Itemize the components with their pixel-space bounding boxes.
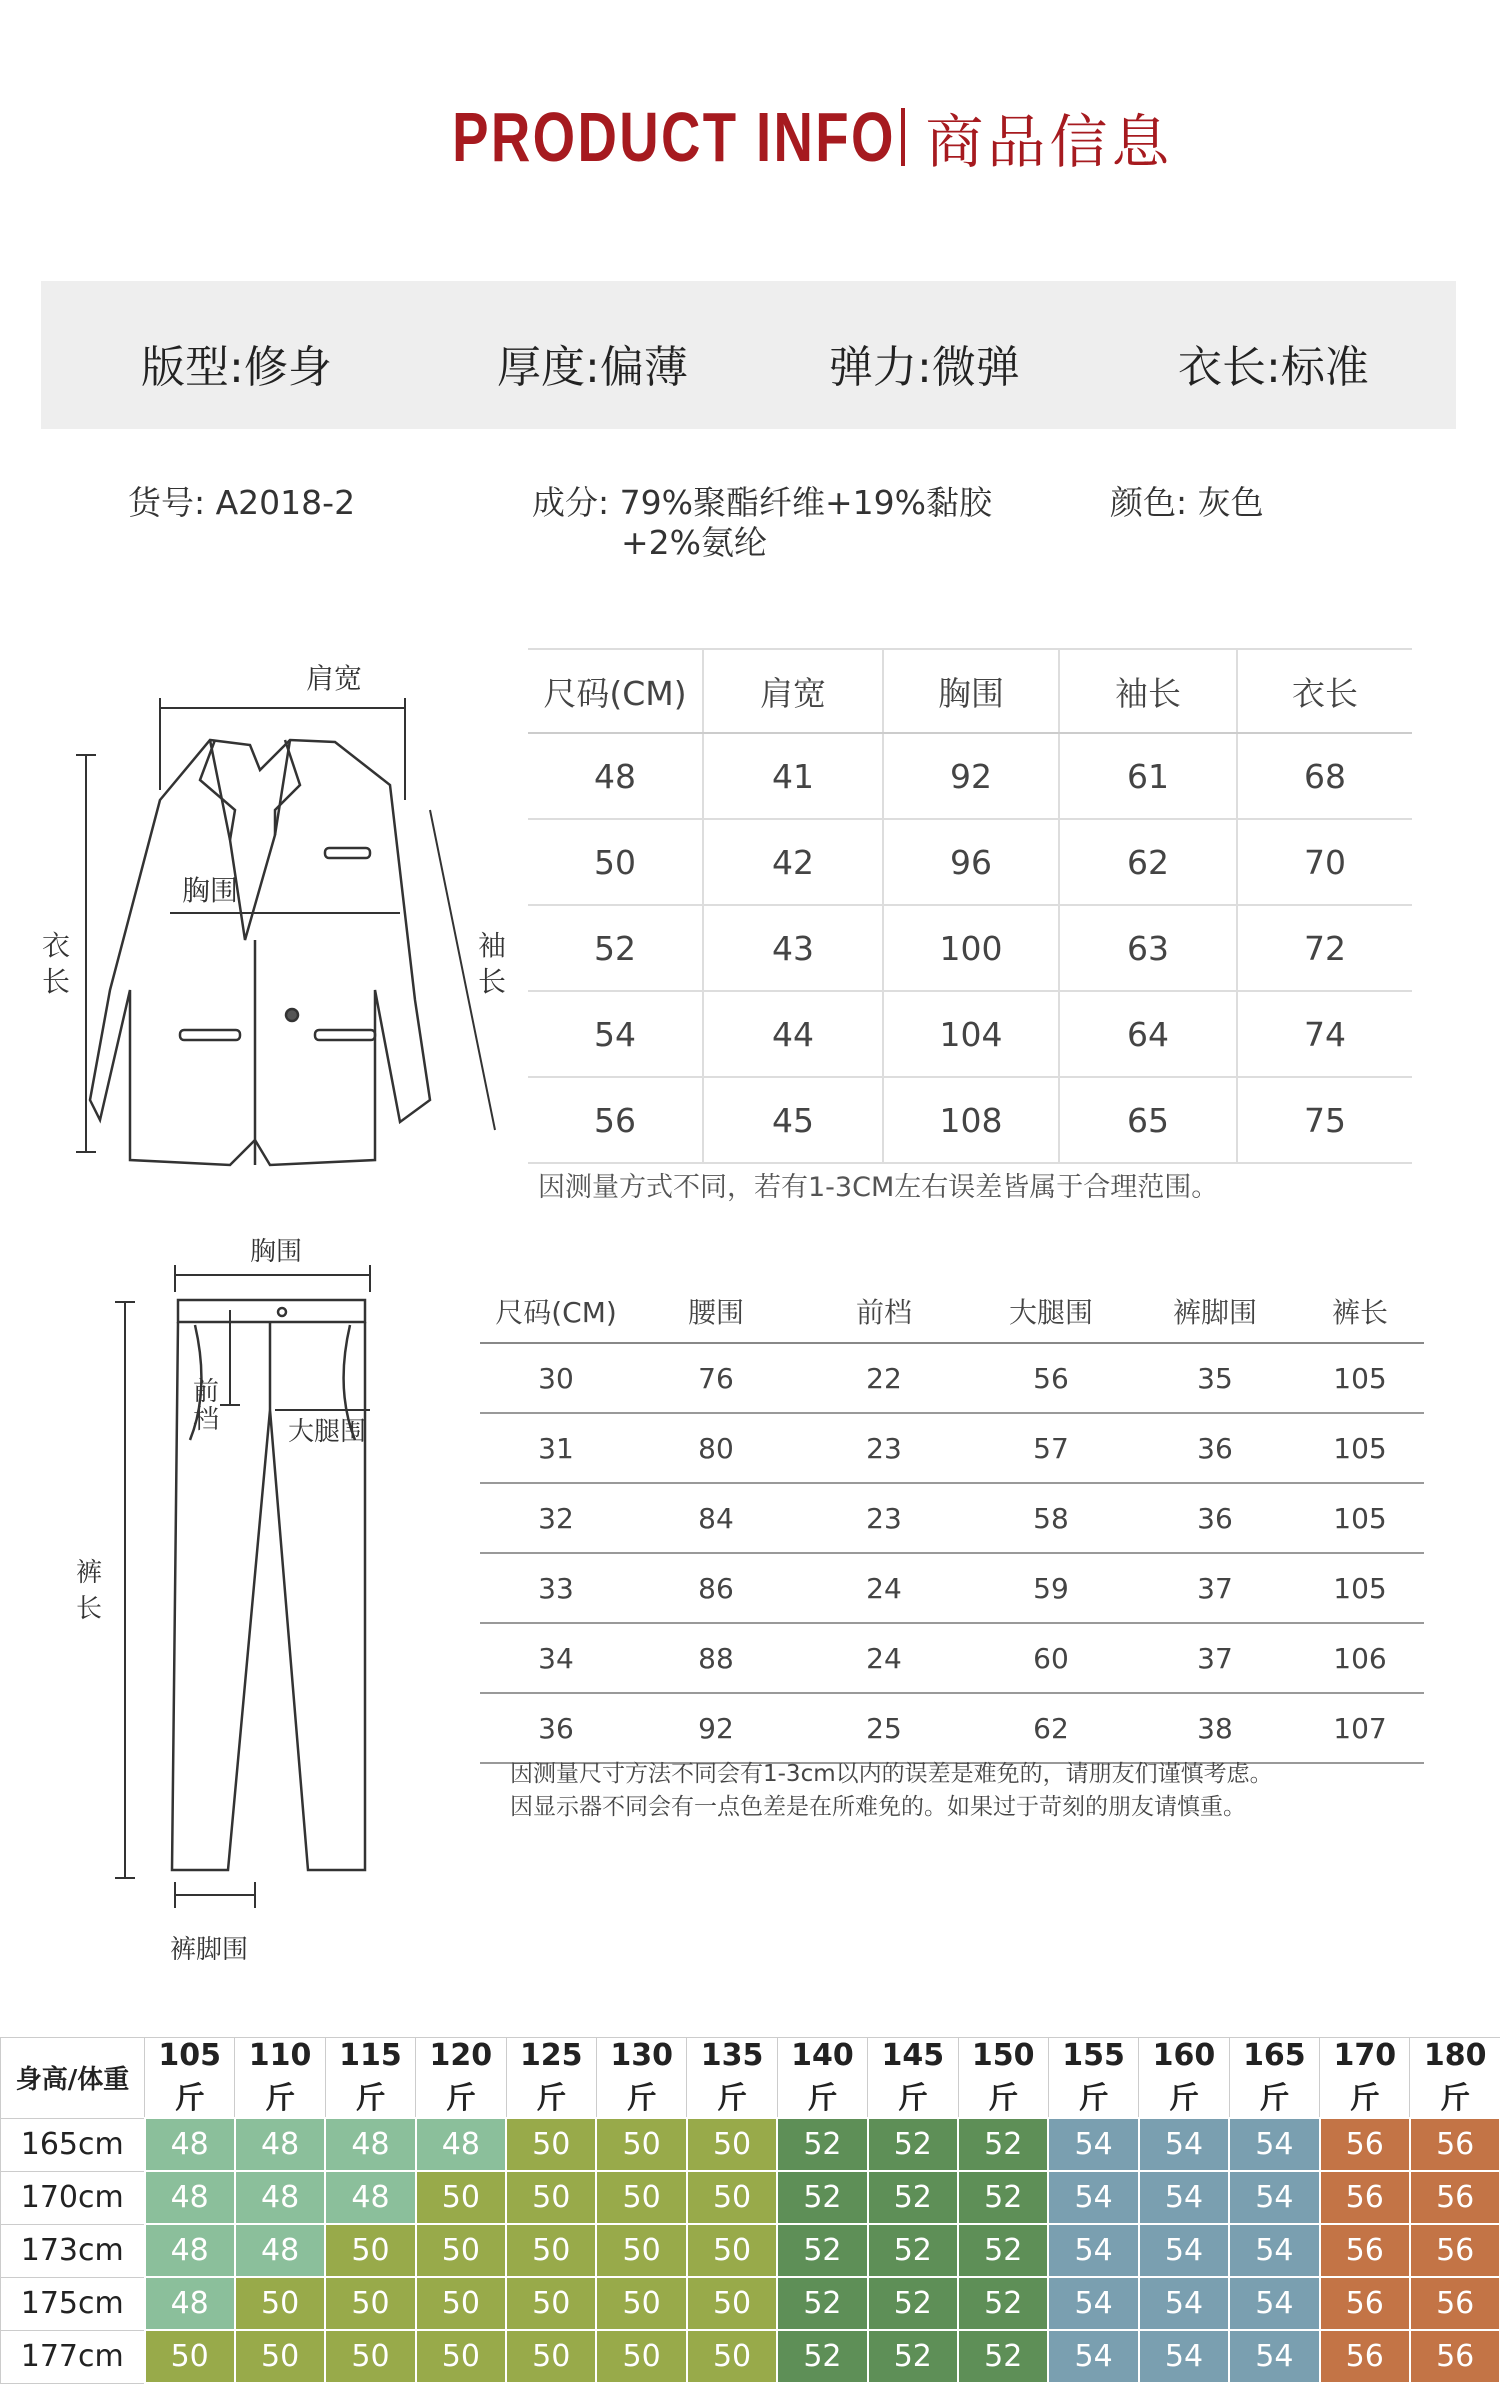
size-cell: 52 — [958, 2118, 1048, 2171]
table-cell: 56 — [968, 1343, 1134, 1413]
table-cell: 65 — [1059, 1077, 1237, 1163]
size-cell: 54 — [1139, 2118, 1229, 2171]
size-cell: 54 — [1048, 2171, 1138, 2224]
color-info: 颜色: 灰色 — [1110, 477, 1264, 524]
attr-stretch: 弹力:微弹 — [829, 331, 1020, 395]
size-cell: 54 — [1048, 2118, 1138, 2171]
label-chest: 胸围 — [182, 874, 238, 907]
table-cell: 86 — [632, 1553, 800, 1623]
header-cell: 前档 — [800, 1280, 968, 1343]
size-cell: 52 — [958, 2330, 1048, 2383]
weight-header: 105斤 — [145, 2038, 235, 2119]
size-cell: 50 — [506, 2118, 596, 2171]
size-cell: 50 — [235, 2277, 325, 2330]
size-cell: 50 — [325, 2277, 415, 2330]
table-cell: 92 — [632, 1693, 800, 1763]
table-cell: 43 — [703, 905, 883, 991]
size-cell: 56 — [1410, 2118, 1500, 2171]
table-cell: 56 — [528, 1077, 703, 1163]
title-chinese: 商品信息 — [925, 108, 1173, 176]
table-cell: 75 — [1237, 1077, 1412, 1163]
table-cell: 54 — [528, 991, 703, 1077]
table-cell: 62 — [1059, 819, 1237, 905]
size-cell: 52 — [777, 2330, 867, 2383]
attr-thickness: 厚度:偏薄 — [497, 331, 688, 395]
size-cell: 48 — [145, 2118, 235, 2171]
size-cell: 50 — [416, 2277, 506, 2330]
table-cell: 104 — [883, 991, 1059, 1077]
table-cell: 57 — [968, 1413, 1134, 1483]
size-chart-row — [1, 2118, 1500, 2171]
table-cell: 37 — [1134, 1623, 1296, 1693]
height-weight-size-chart — [0, 2037, 1500, 2384]
size-cell: 50 — [416, 2224, 506, 2277]
label-jacket-length: 衣长 — [42, 928, 72, 1000]
table-row — [480, 1553, 1424, 1623]
header-cell: 袖长 — [1059, 649, 1237, 733]
size-cell: 56 — [1410, 2224, 1500, 2277]
page-title — [0, 95, 1500, 179]
table-cell: 60 — [968, 1623, 1134, 1693]
table-row — [480, 1343, 1424, 1413]
size-cell: 56 — [1320, 2330, 1410, 2383]
size-cell: 50 — [506, 2171, 596, 2224]
table-cell: 108 — [883, 1077, 1059, 1163]
table-row — [480, 1623, 1424, 1693]
table-row — [480, 1693, 1424, 1763]
header-cell: 胸围 — [883, 649, 1059, 733]
table-cell: 24 — [800, 1553, 968, 1623]
weight-header: 160斤 — [1139, 2038, 1229, 2119]
attribute-bar — [41, 281, 1456, 429]
attr-fit: 版型:修身 — [141, 331, 332, 395]
table-cell: 62 — [968, 1693, 1134, 1763]
size-cell: 54 — [1139, 2224, 1229, 2277]
size-cell: 50 — [687, 2224, 777, 2277]
size-cell: 54 — [1048, 2330, 1138, 2383]
weight-header: 110斤 — [235, 2038, 325, 2119]
table-row — [480, 1413, 1424, 1483]
size-cell: 52 — [958, 2171, 1048, 2224]
size-cell: 50 — [416, 2171, 506, 2224]
size-cell: 48 — [145, 2277, 235, 2330]
attr-length: 衣长:标准 — [1178, 331, 1369, 395]
size-cell: 54 — [1048, 2277, 1138, 2330]
height-label: 177cm — [1, 2330, 145, 2383]
size-cell: 48 — [145, 2171, 235, 2224]
jacket-diagram — [30, 660, 510, 1180]
height-label: 175cm — [1, 2277, 145, 2330]
size-cell: 56 — [1410, 2171, 1500, 2224]
size-cell: 54 — [1139, 2330, 1229, 2383]
size-cell: 52 — [777, 2224, 867, 2277]
label-sleeve: 袖长 — [478, 928, 508, 1000]
size-cell: 54 — [1139, 2171, 1229, 2224]
size-cell: 50 — [596, 2224, 686, 2277]
table-cell: 52 — [528, 905, 703, 991]
table-cell: 72 — [1237, 905, 1412, 991]
table-header-row — [528, 649, 1412, 733]
size-cell: 48 — [145, 2224, 235, 2277]
table-cell: 42 — [703, 819, 883, 905]
table-cell: 61 — [1059, 733, 1237, 819]
size-cell: 48 — [235, 2224, 325, 2277]
size-cell: 50 — [325, 2330, 415, 2383]
size-cell: 54 — [1229, 2118, 1319, 2171]
height-label: 165cm — [1, 2118, 145, 2171]
table-cell: 50 — [528, 819, 703, 905]
table-cell: 45 — [703, 1077, 883, 1163]
size-cell: 48 — [325, 2118, 415, 2171]
size-cell: 50 — [687, 2277, 777, 2330]
size-cell: 50 — [506, 2277, 596, 2330]
table-row — [528, 905, 1412, 991]
table-cell: 23 — [800, 1413, 968, 1483]
weight-header: 130斤 — [596, 2038, 686, 2119]
table-cell: 105 — [1296, 1553, 1424, 1623]
size-cell: 50 — [416, 2330, 506, 2383]
table-row — [528, 991, 1412, 1077]
table-cell: 58 — [968, 1483, 1134, 1553]
table-cell: 38 — [1134, 1693, 1296, 1763]
weight-header: 150斤 — [958, 2038, 1048, 2119]
size-cell: 52 — [868, 2118, 958, 2171]
table-row — [480, 1483, 1424, 1553]
table-cell: 96 — [883, 819, 1059, 905]
table-cell: 80 — [632, 1413, 800, 1483]
size-cell: 52 — [958, 2277, 1048, 2330]
header-cell: 大腿围 — [968, 1280, 1134, 1343]
size-cell: 50 — [596, 2330, 686, 2383]
table-cell: 36 — [1134, 1413, 1296, 1483]
size-cell: 56 — [1320, 2171, 1410, 2224]
table-cell: 105 — [1296, 1483, 1424, 1553]
table-cell: 35 — [1134, 1343, 1296, 1413]
size-cell: 50 — [596, 2171, 686, 2224]
label-rise: 前档 — [193, 1378, 223, 1434]
header-cell: 衣长 — [1237, 649, 1412, 733]
table-cell: 105 — [1296, 1413, 1424, 1483]
pants-note-line1: 因测量尺寸方法不同会有1-3cm以内的误差是难免的，请朋友们谨慎考虑。 — [510, 1755, 1273, 1788]
table-cell: 100 — [883, 905, 1059, 991]
table-cell: 34 — [480, 1623, 632, 1693]
weight-header: 180斤 — [1410, 2038, 1500, 2119]
weight-header: 155斤 — [1048, 2038, 1138, 2119]
table-row — [528, 1077, 1412, 1163]
table-cell: 106 — [1296, 1623, 1424, 1693]
size-chart-row — [1, 2277, 1500, 2330]
weight-header: 125斤 — [506, 2038, 596, 2119]
size-cell: 52 — [868, 2277, 958, 2330]
header-cell: 肩宽 — [703, 649, 883, 733]
size-cell: 50 — [687, 2171, 777, 2224]
size-chart-row — [1, 2171, 1500, 2224]
label-waist: 胸围 — [250, 1237, 302, 1267]
size-cell: 50 — [687, 2330, 777, 2383]
table-cell: 37 — [1134, 1553, 1296, 1623]
header-cell: 尺码(CM) — [528, 649, 703, 733]
table-cell: 84 — [632, 1483, 800, 1553]
size-cell: 56 — [1320, 2277, 1410, 2330]
size-cell: 56 — [1410, 2277, 1500, 2330]
size-cell: 52 — [868, 2224, 958, 2277]
table-cell: 64 — [1059, 991, 1237, 1077]
size-cell: 52 — [777, 2171, 867, 2224]
table-cell: 44 — [703, 991, 883, 1077]
size-cell: 54 — [1229, 2277, 1319, 2330]
composition-line2: +2%氨纶 — [621, 517, 767, 564]
table-cell: 105 — [1296, 1343, 1424, 1413]
size-cell: 50 — [687, 2118, 777, 2171]
label-thigh: 大腿围 — [288, 1417, 366, 1447]
table-cell: 30 — [480, 1343, 632, 1413]
size-cell: 54 — [1229, 2171, 1319, 2224]
size-chart-header-row — [1, 2038, 1500, 2119]
size-cell: 52 — [958, 2224, 1048, 2277]
table-cell: 76 — [632, 1343, 800, 1413]
size-cell: 48 — [416, 2118, 506, 2171]
table-cell: 32 — [480, 1483, 632, 1553]
size-cell: 56 — [1410, 2330, 1500, 2383]
table-cell: 25 — [800, 1693, 968, 1763]
table-cell: 74 — [1237, 991, 1412, 1077]
size-cell: 48 — [235, 2171, 325, 2224]
size-cell: 54 — [1229, 2224, 1319, 2277]
table-cell: 107 — [1296, 1693, 1424, 1763]
size-cell: 50 — [506, 2224, 596, 2277]
pants-diagram — [60, 1230, 450, 1960]
height-label: 173cm — [1, 2224, 145, 2277]
table-cell: 22 — [800, 1343, 968, 1413]
table-row — [528, 819, 1412, 905]
size-cell: 52 — [868, 2330, 958, 2383]
label-hem: 裤脚围 — [170, 1935, 248, 1960]
size-cell: 54 — [1229, 2330, 1319, 2383]
weight-header: 135斤 — [687, 2038, 777, 2119]
size-cell: 56 — [1320, 2118, 1410, 2171]
pants-note-line2: 因显示器不同会有一点色差是在所难免的。如果过于苛刻的朋友请慎重。 — [510, 1788, 1246, 1821]
size-cell: 50 — [596, 2277, 686, 2330]
table-cell: 24 — [800, 1623, 968, 1693]
jacket-size-table — [528, 648, 1412, 1164]
size-cell: 54 — [1139, 2277, 1229, 2330]
size-cell: 52 — [868, 2171, 958, 2224]
size-cell: 50 — [235, 2330, 325, 2383]
table-cell: 41 — [703, 733, 883, 819]
header-cell: 腰围 — [632, 1280, 800, 1343]
weight-header: 145斤 — [868, 2038, 958, 2119]
title-divider — [901, 108, 905, 166]
header-cell: 裤脚围 — [1134, 1280, 1296, 1343]
weight-header: 170斤 — [1320, 2038, 1410, 2119]
table-cell: 36 — [1134, 1483, 1296, 1553]
size-cell: 52 — [777, 2277, 867, 2330]
table-cell: 48 — [528, 733, 703, 819]
size-cell: 50 — [325, 2224, 415, 2277]
header-cell: 尺码(CM) — [480, 1280, 632, 1343]
height-label: 170cm — [1, 2171, 145, 2224]
size-cell: 50 — [145, 2330, 235, 2383]
label-shoulder: 肩宽 — [306, 662, 362, 695]
size-cell: 50 — [506, 2330, 596, 2383]
weight-header: 165斤 — [1229, 2038, 1319, 2119]
size-chart-row — [1, 2330, 1500, 2383]
label-pants-length: 裤长 — [76, 1555, 106, 1627]
size-cell: 56 — [1320, 2224, 1410, 2277]
pants-size-table — [480, 1280, 1424, 1764]
table-cell: 33 — [480, 1553, 632, 1623]
table-cell: 68 — [1237, 733, 1412, 819]
weight-header: 120斤 — [416, 2038, 506, 2119]
table-header-row — [480, 1280, 1424, 1343]
size-cell: 50 — [596, 2118, 686, 2171]
size-chart-row — [1, 2224, 1500, 2277]
table-row — [528, 733, 1412, 819]
table-cell: 88 — [632, 1623, 800, 1693]
size-chart-corner: 身高/体重 — [1, 2038, 145, 2119]
table-cell: 36 — [480, 1693, 632, 1763]
table-cell: 59 — [968, 1553, 1134, 1623]
jacket-note: 因测量方式不同，若有1-3CM左右误差皆属于合理范围。 — [538, 1165, 1218, 1204]
weight-header: 115斤 — [325, 2038, 415, 2119]
table-cell: 70 — [1237, 819, 1412, 905]
item-number: 货号: A2018-2 — [128, 477, 355, 524]
table-cell: 23 — [800, 1483, 968, 1553]
size-cell: 48 — [325, 2171, 415, 2224]
table-cell: 92 — [883, 733, 1059, 819]
header-cell: 裤长 — [1296, 1280, 1424, 1343]
table-cell: 31 — [480, 1413, 632, 1483]
size-cell: 48 — [235, 2118, 325, 2171]
size-cell: 52 — [777, 2118, 867, 2171]
table-cell: 63 — [1059, 905, 1237, 991]
weight-header: 140斤 — [777, 2038, 867, 2119]
size-cell: 54 — [1048, 2224, 1138, 2277]
composition-line1: 成分: 79%聚酯纤维+19%黏胶 — [532, 477, 992, 524]
title-english: PRODUCT INFO — [452, 97, 896, 177]
